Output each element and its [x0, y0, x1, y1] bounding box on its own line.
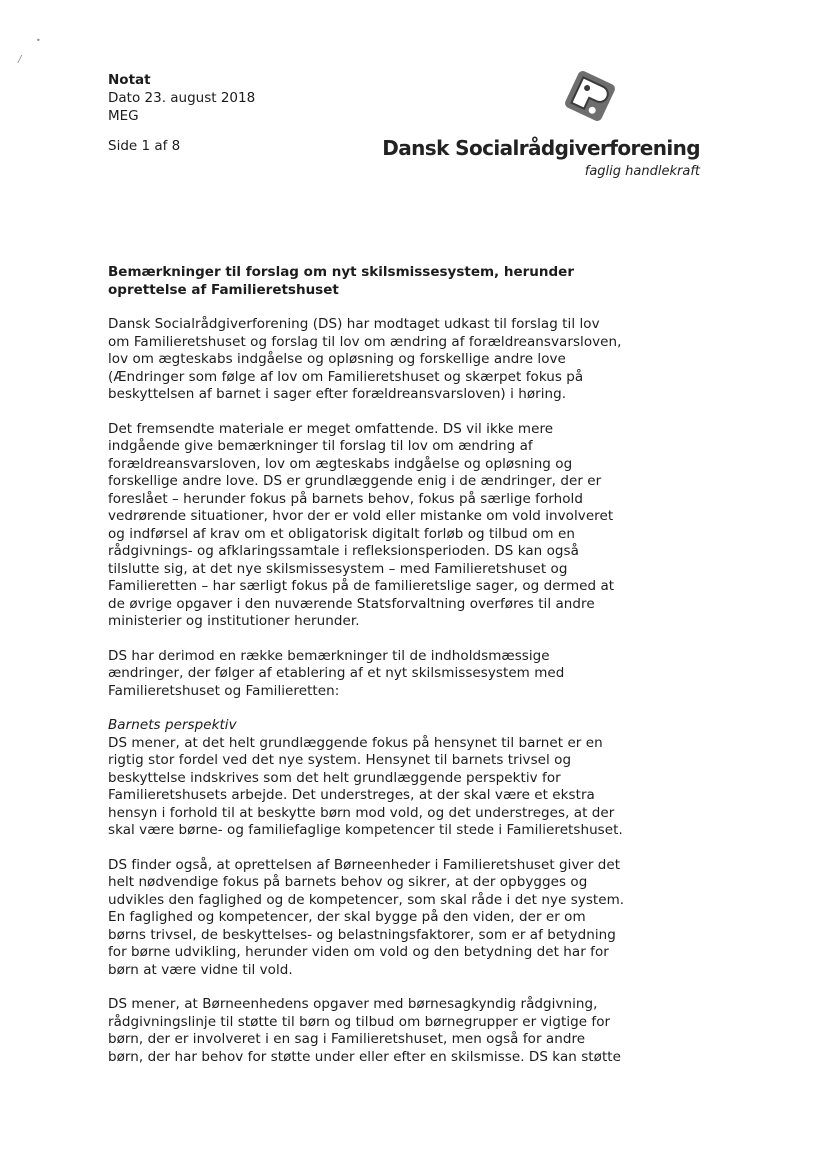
paragraph [108, 421, 628, 631]
text-line: og indførsel af krav om et obligatorisk digitalt forløb og tilbud om en [108, 525, 575, 542]
title-line: Bemærkninger til forslag om nyt skilsmissesystem, herunder [108, 264, 575, 280]
text-line: DS finder også, at oprettelsen af Børneenheder i Familieretshuset giver det [108, 856, 621, 873]
text-line: hensyn i forhold til at beskytte børn mod vold, og det understreges, at der [108, 804, 615, 821]
text-line: tilslutte sig, at det nye skilsmissesystem – med Familieretshuset og [108, 560, 568, 577]
text-line: Det fremsendte materiale er meget omfattende. DS vil ikke mere [108, 420, 554, 437]
paragraph [108, 316, 628, 404]
text-line: de øvrige opgaver i den nuværende Statsforvaltning overføres til andre [108, 595, 595, 612]
text-line: børns trivsel, de beskyttelses- og belastningsfaktorer, som er af betydning [108, 926, 616, 943]
text-line: En faglighed og kompetencer, der skal bygge på den viden, der er om [108, 909, 586, 925]
text-line: lov om ægteskabs indgåelse og opløsning og forskellige andre love [108, 351, 566, 367]
text-line: om Familieretshuset og forslag til lov om ændring af forældreansvarsloven, [108, 333, 622, 350]
paragraph [108, 648, 628, 701]
title-line: oprettelse af Familieretshuset [108, 282, 339, 298]
text-line: forældreansvarsloven, lov om ægteskabs indgåelse og opløsning og [108, 455, 573, 472]
paragraph [108, 996, 628, 1066]
paragraph [108, 857, 628, 980]
text-line: forskellige andre love. DS er grundlæggende enig i de ændringer, der er [108, 473, 602, 489]
section-subheading: Barnets perspektiv [108, 717, 237, 733]
text-line: Familieretshusets arbejde. Det understreges, at der skal være et ekstra [108, 787, 595, 803]
document-meta [108, 71, 255, 125]
text-line: børn, der er involveret i en sag i Familieretshuset, men også for andre [108, 1031, 586, 1047]
text-line: udvikles den faglighed og de kompetencer, som skal råde i det nye system. [108, 891, 625, 908]
ds-logo-icon [560, 68, 620, 124]
text-line: foreslået – herunder fokus på barnets behov, fokus på særlige forhold [108, 490, 583, 507]
doc-initials: MEG [108, 108, 139, 124]
text-line: rigtig stor fordel ved det nye system. Hensynet til barnets trivsel og [108, 752, 572, 768]
org-name: Dansk Socialrådgiverforening [382, 136, 700, 160]
text-line: børn at være vidne til vold. [108, 961, 293, 978]
text-line: (Ændringer som følge af lov om Familieretshuset og skærpet fokus på [108, 368, 584, 385]
text-line: skal være børne- og familiefaglige kompetencer til stede i Familieretshuset. [108, 822, 623, 838]
document-body [108, 316, 628, 1083]
text-line: Familieretshuset og Familieretten: [108, 682, 340, 699]
doc-type: Notat [108, 72, 151, 88]
text-line: ændringer, der følger af etablering af et nyt skilsmissesystem med [108, 665, 565, 681]
scan-artifact: • [36, 36, 41, 45]
document-title [108, 263, 608, 299]
text-line: vedrørende situationer, hvor der er vold eller mistanke om vold involveret [108, 508, 614, 524]
text-line: DS mener, at Børneenhedens opgaver med børnesagkyndig rådgivning, [108, 996, 598, 1012]
text-line: Dansk Socialrådgiverforening (DS) har modtaget udkast til forslag til lov [108, 316, 600, 332]
text-line: Familieretten – har særligt fokus på de familieretslige sager, og dermed at [108, 578, 615, 594]
scan-artifact: / [18, 54, 22, 65]
text-line: ministerier og institutioner herunder. [108, 613, 360, 629]
text-line: indgående give bemærkninger til forslag til lov om ændring af [108, 438, 533, 454]
doc-date: Dato 23. august 2018 [108, 90, 256, 106]
page-indicator: Side 1 af 8 [108, 138, 181, 154]
text-line: DS mener, at det helt grundlæggende fokus på hensynet til barnet er en [108, 734, 603, 751]
paragraph [108, 717, 628, 840]
text-line: DS har derimod en række bemærkninger til de indholdsmæssige [108, 647, 550, 664]
org-tagline: faglig handlekraft [584, 164, 700, 179]
text-line: børn, der har behov for støtte under eller efter en skilsmisse. DS kan støtte [108, 1048, 621, 1065]
text-line: rådgivningslinje til støtte til børn og tilbud om børnegrupper er vigtige for [108, 1013, 611, 1030]
text-line: beskyttelse indskrives som det helt grundlæggende perspektiv for [108, 769, 561, 786]
text-line: for børne udvikling, herunder viden om vold og den betydning det har for [108, 944, 609, 960]
text-line: rådgivnings- og afklaringssamtale i refleksionsperioden. DS kan også [108, 543, 579, 559]
text-line: helt nødvendige fokus på barnets behov og sikrer, at der opbygges og [108, 874, 588, 890]
text-line: beskyttelsen af barnet i sager efter forældreansvarsloven) i høring. [108, 386, 567, 402]
